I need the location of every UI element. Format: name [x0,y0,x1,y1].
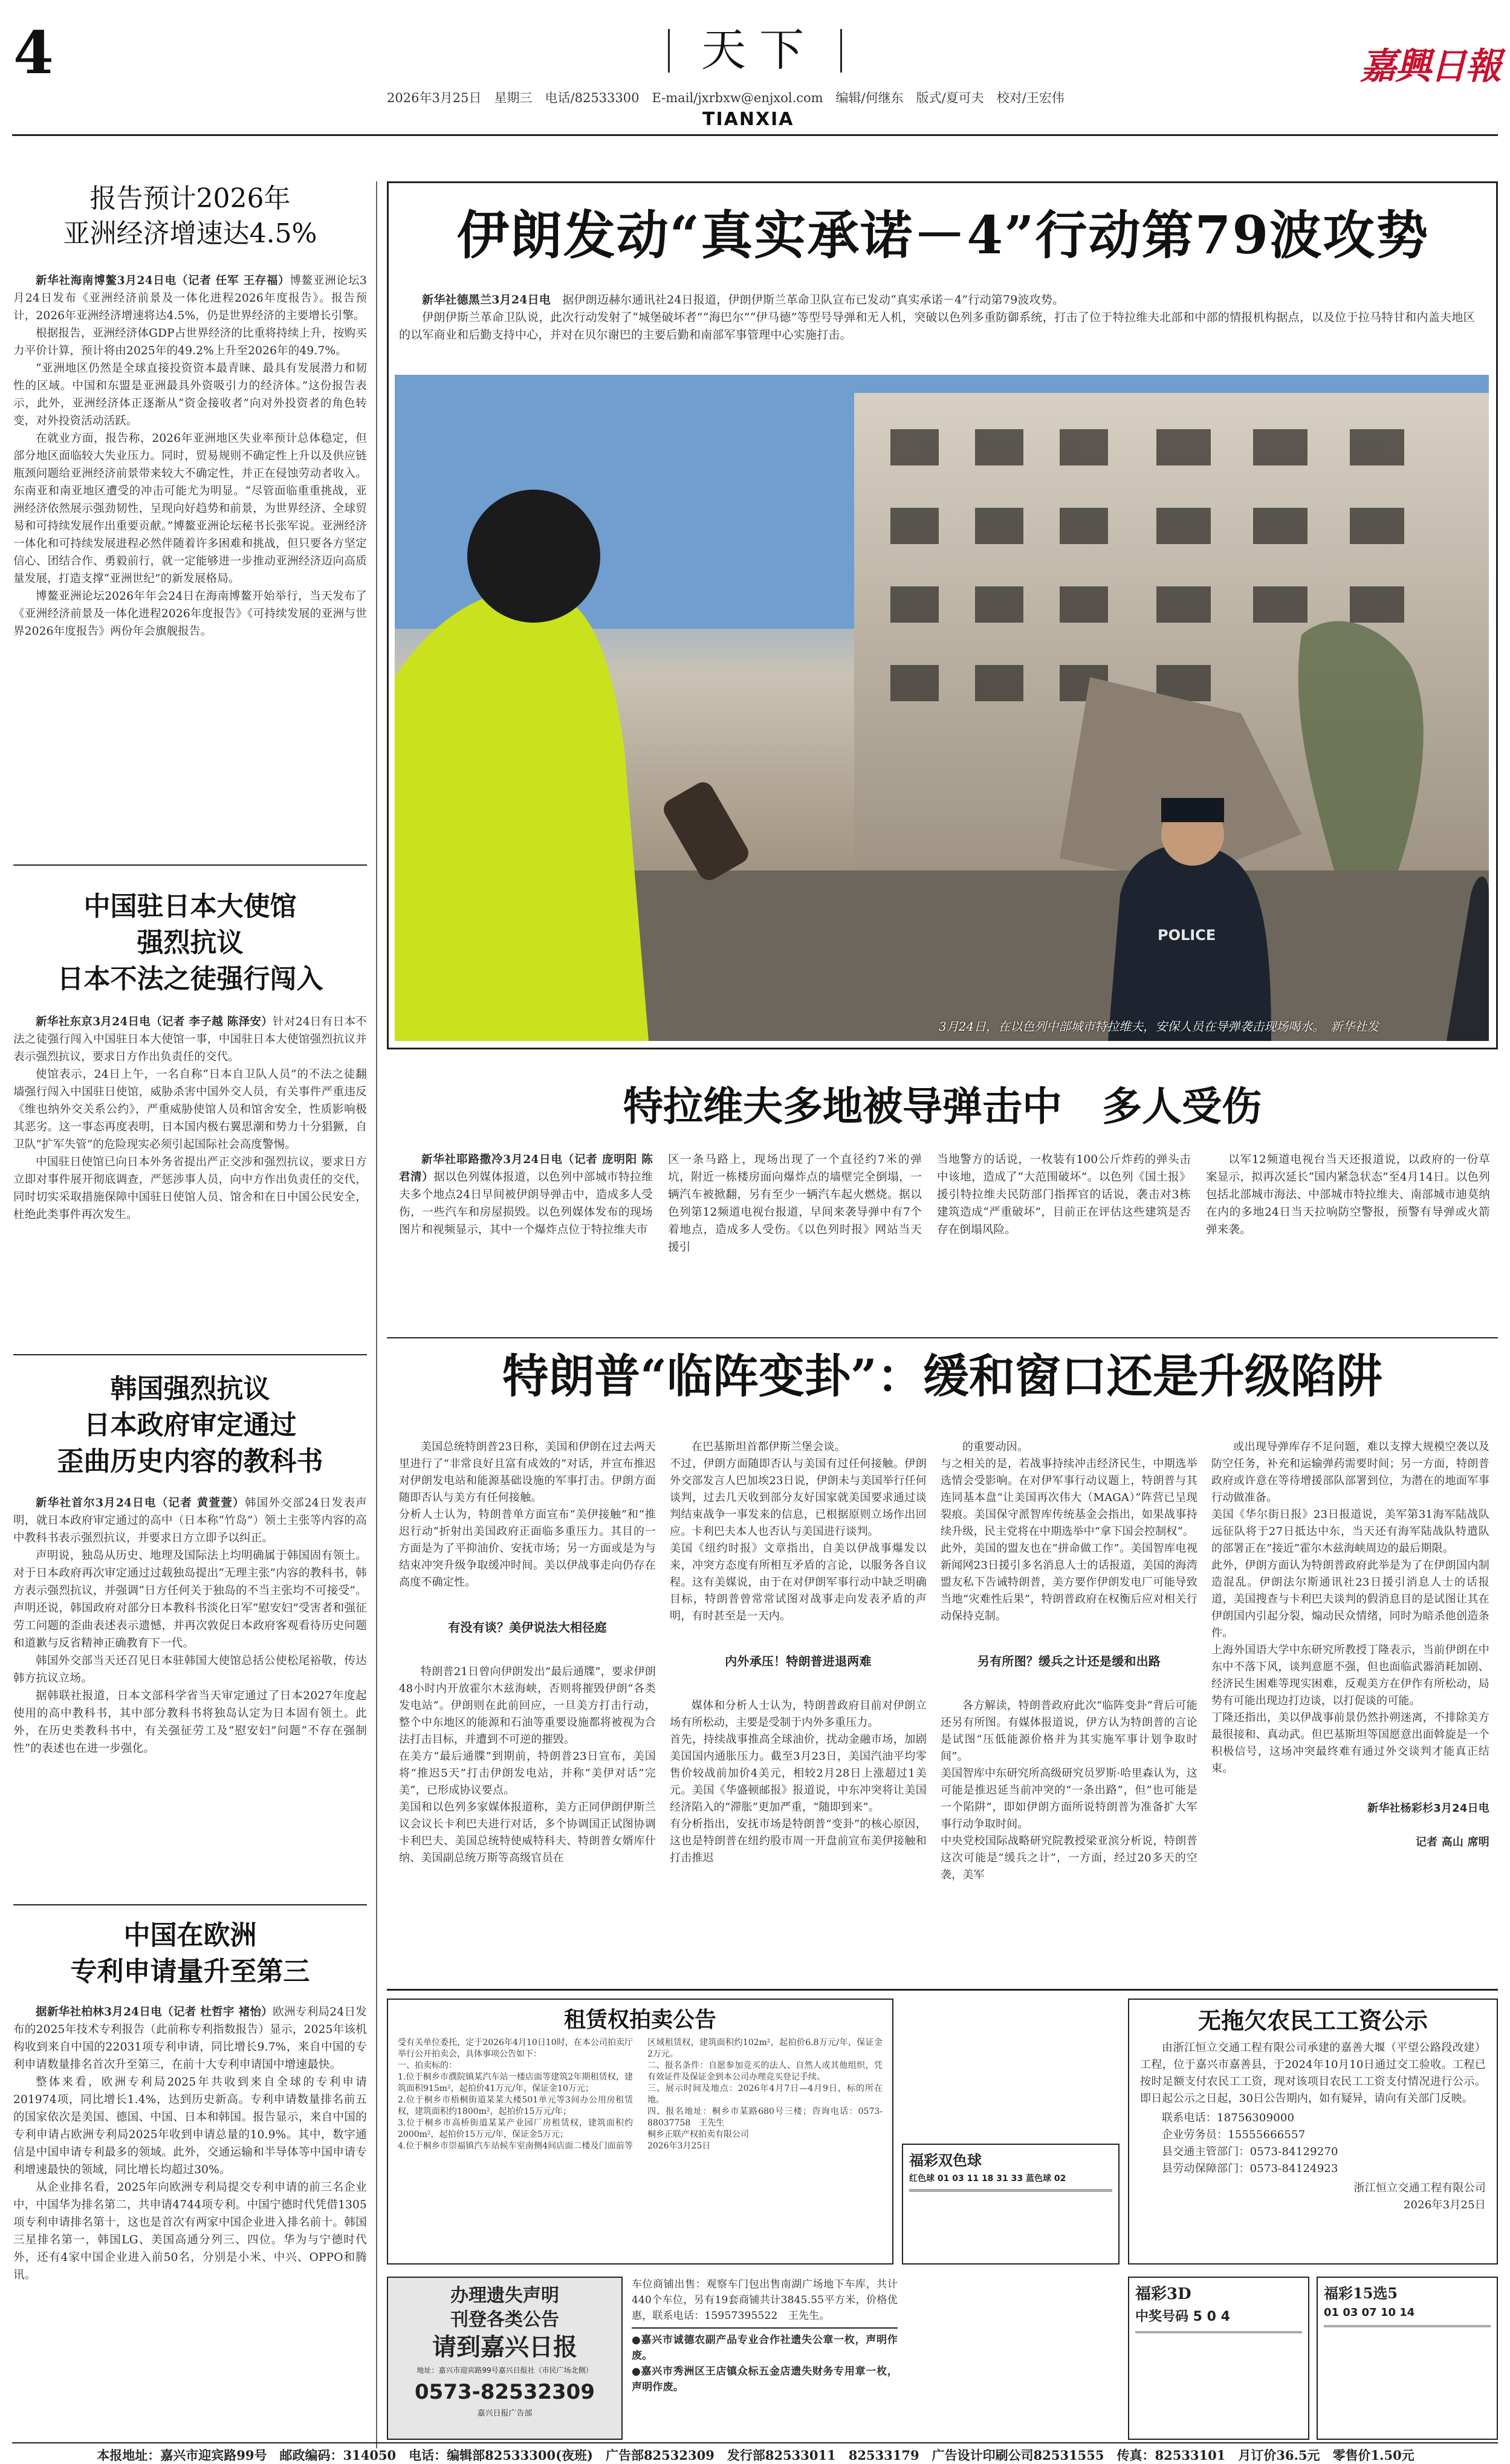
paragraph: 美国总统特朗普23日称，美国和伊朗在过去两天里进行了“非常良好且富有成效的”对话，并宣布推迟对伊朗发电站和能源基础设施的军事打击。伊朗方面随即否认与美方有任何接触。 分析人士认为，特朗普单方面宣布“美伊接触”和“推迟行动”折射出美国政府正面临多重压力。其目的一方面是为了平抑油价、安抚市场；另一方面或是为与结束冲突升级争取缓冲时间。美以伊战事走向仍存在高度不确定性。 [399,1441,656,1589]
subheading: 有没有谈？美伊说法大相径庭 [448,1620,607,1635]
paragraph: 或出现导弹库存不足问题，难以支撑大规模空袭以及防空任务，补充和运输弹药需要时间；另一方面，特朗普政府或许意在等待增援部队部署到位，为潜在的地面军事行动做准备。 美国《华尔街日报》23日报道说，美军第31海军陆战队远征队将于27日抵达中东，当天还有海军陆战队特遣队的部署正在“接近”霍尔木兹海峡周边的最后期限。 此外，伊朗方面认为特朗普政府此举是为了在伊朗国内制造混乱。伊朗法尔斯通讯社23日援引消息人士的话报道，美国搜查与卡利巴夫谈判的假消息目的是试图让其在伊朗国内引起分裂，煽动民众情绪，同时为暗杀他创造条件。 上海外国语大学中东研究所教授丁隆表示，当前伊朗在中东中不落下风，谈判意愿不强，但也面临武器消耗加剧、经济民生困难等现实困难，反观美方在伊作有所松动，局势有可能出现边打边谈，以打促谈的可能。 丁隆还指出，美以伊战事前景仍然扑朔迷离，不排除美方最很接和、真动武。但巴基斯坦等国愿意出面斡旋是一个积极信号，这场冲突最终难有通过外交谈判才能真正结束。 [1211,1441,1489,1775]
story-divider [387,1337,1498,1338]
person-yellow-vest [395,589,649,1041]
telaviv-col-4 [1206,1151,1490,1239]
lottery-table [1324,2325,1491,2327]
paragraph: 整体来看，欧洲专利局2025年共收到来自全球的专利申请201974项，同比增长1.4%，达到历史新高。专利申请数量排名前五的国家依次是美国、德国、中国、日本和韩国。报告显示，来自中国的专利申请占欧洲专利局2025年收到申请总量的10.9%。其中，数字通信是中国申请专利最多的领域。此外，交通运输和半导体等中国申请专利增速最快的领域，同比增长均超过30%。 [13,2076,367,2176]
paragraph: 媒体和分析人士认为，特朗普政府目前对伊朗立场有所松动，主要是受制于内外多重压力。 首先，持续战事推高全球油价，扰动金融市场，加剧美国国内通胀压力。截至3月23日，美国汽油平均零售价较战前加价4美元，相较2月28日上涨超过1美元。美国《华盛顿邮报》报道说，中东冲突将让美国经济陷入的“滞胀”更加严重，“随即到来”。 有分析指出，安抚市场是特朗普“变卦”的核心原因，这也是特朗普在纽约股市周一开盘前宣布美伊接触和打击推迟 [670,1699,927,1864]
byline: 记者 高山 席明 [1415,1836,1489,1849]
paragraph: 声明说，独岛从历史、地理及国际法上均明确属于韩国固有领土。对于日本政府再次审定通过过载独岛提出“无理主张”内容的教科书，韩方表示强烈抗议，并强调“日方任何关于独岛的不当主张均不可接受”。声明还说，韩国政府对部分日本教科书淡化日军“慰安妇”受害者和强征劳工问题的歪曲表述表示遗憾，并再次敦促日本政府客观看待历史问题和道歉与反省精神正确教育下一代。 [13,1549,367,1650]
auction-title: 租赁权拍卖公告 [563,2007,716,2032]
dateline: 新华社耶路撒冷3月24日电（记者 庞明阳 陈君清） [399,1153,653,1184]
lost-notice: ●嘉兴市秀洲区王店镇众标五金店遗失财务专用章一枚，声明作废。 [632,2365,898,2393]
dateline: 新华社东京3月24日电（记者 李子越 陈泽安） [36,1016,273,1028]
trump-col-3 [941,1422,1197,1901]
title-line-1: 韩国强烈抗议 [110,1373,270,1404]
claim-note: 嘉兴日报广告部 [477,2409,533,2418]
telaviv-headline: 特拉维夫多地被导弹击中 多人受伤 [623,1083,1262,1130]
lottery-title: 福彩3D [1135,2285,1191,2303]
article-divider [13,864,367,866]
photo-caption: 3月24日，在以色列中部城市特拉维夫，安保人员在导弹袭击现场喝水。 新华社发 [939,1019,1379,1034]
lottery-double-color [902,2144,1120,2265]
title-line-1: 报告预计2026年 [89,183,291,214]
lottery-3d [1128,2277,1309,2440]
trump-col-1 [399,1422,656,1884]
telaviv-col-2 [668,1151,922,1256]
paragraph: “亚洲地区仍然是全球直接投资资本最青睐、最具有发展潜力和韧性的区域。中国和东盟是亚洲最具外资吸引力的经济体。”这份报告表示，此外，亚洲经济体正逐渐从“资金接收者”向对外投资者的角色转变，对外投资活动活跃。 [13,362,367,427]
article-body [13,1013,367,1224]
article-body [13,1494,367,1757]
trump-col-4 [1211,1422,1489,1868]
article-title [13,1371,367,1480]
paragraph: 特朗普21日曾向伊朗发出“最后通牒”，要求伊朗48小时内开放霍尔木兹海峡，否则将摧毁伊朗“各类发电站”。伊朗则在此前回应，一旦美方打击行动，整个中东地区的能源和石油等重要设施都将被视为合法打击目标，并遭到不可逆的摧毁。 在美方“最后通牒”到期前，特朗普23日宣布，美国将“推迟5天”打击伊朗发电站，并称“美伊对话”完美”，已形成协议要点。 美国和以色列多家媒体报道称，美方正同伊朗伊斯兰议会议长卡利巴夫进行对话，多个协调国正试图协调卡利巴夫、美国总统特使威特科夫、特朗普女婿库什纳、美国副总统万斯等高级官员在 [399,1665,656,1864]
wage-title: 无拖欠农民工工资公示 [1197,2007,1428,2034]
article-patent-europe [13,1918,367,2284]
dateline: 新华社首尔3月24日电（记者 黄萱萱） [36,1497,245,1509]
title-line-1: 中国驻日本大使馆 [83,891,297,922]
title-line-2: 日本政府审定通过 [83,1410,297,1441]
lead-paragraph: 欧洲专利局24日发布的2025年技术专利报告（此前称专利指数报告）显示，2025年该机构收到来自中国的22031项专利申请，同比增长9.7%，来自中国的专利申请数量排名首次升至第三，在前十大专利申请国中增速最快。 [13,2006,367,2071]
article-embassy-protest [13,889,367,1224]
lead-headline: 伊朗发动“真实承诺－4”行动第79波攻势 [456,205,1430,266]
wage-text: 由浙江恒立交通工程有限公司承建的嘉善大堰（平望公路段改建）工程，位于嘉兴市嘉善县，于2024年10月10日通过交工验收。工程已按时足额支付农民工工资，现对该项目农民工工资支付情况进行公示。即日起公示之日起，30日公告期内，如有疑异，请向有关部门反映。 [1140,2041,1486,2105]
auction-notice [387,1999,893,2265]
lost-notice: ●嘉兴市诚德农副产品专业合作社遗失公章一枚，声明作废。 [632,2334,898,2362]
auction-text: 受有关单位委托，定于2026年4月10日10时，在本公司拍卖厅举行公开拍卖会，具体事项公告如下： 一、拍卖标的： 1.位于桐乡市濮院镇某汽车站一楼店面等建筑2年期租赁权，建筑面积915m²，起拍价41万元/年，保证金10万元； 2.位于桐乡市梧桐街道某某大楼501单元等3间办公用房租赁权，建筑面积约1800m²，起拍价15万元/年； 3.位于桐乡市高桥街道某某产业园厂房租赁权，建筑面积约2000m²，起拍价15万元/年，保证金5万元； 4.位于桐乡市崇福镇汽车站候车室南侧4间店面二楼及门面前等区域租赁权，建筑面积约102m²，起拍价6.8万元/年，保证金2万元。 二、报名条件：自愿参加竞买的法人、自然人或其他组织，凭有效证件及保证金到本公司办理竞买登记手续。 三、展示时间及地点：2026年4月7日—4月9日，标的所在地。 四、报名地址：桐乡市某路680号三楼；咨询电话：0573-88037758 王先生 桐乡正联产权拍卖有限公司 2026年3月25日 [398,2038,883,2151]
lottery-15x5 [1317,2277,1498,2440]
trump-col-2 [670,1422,927,1884]
article-body [13,272,367,640]
article-asia-economy [13,181,367,640]
paragraph: 使馆表示，24日上午，一名自称“日本自卫队人员”的不法之徒翻墙强行闯入中国驻日使馆，威胁杀害中国外交人员，有关事件严重违反《维也纳外交关系公约》，严重威胁使馆人员和馆舍安全，性质影响极其恶劣。这一事态再度表明，日本国内极右翼思潮和势力十分猖獗，自卫队“扩军失管”的危险现实必须引起国际社会高度警惕。 [13,1068,367,1151]
lottery-table [909,2189,1112,2192]
subheading: 内外承压！特朗普进退两难 [725,1654,872,1668]
lead-intro [399,291,1475,344]
paragraph: 据韩联社报道，日本文部科学省当天审定通过了日本2027年度起使用的高中教科书，其中部分教科书将独岛认定为日本固有领土。此外，在历史类教科书中，有关强征劳工及“慰安妇”问题“不存在强制性”的表述也在进一步强化。 [13,1690,367,1755]
title-line-3: 日本不法之徒强行闯入 [57,964,323,994]
title-line-3: 歪曲历史内容的教科书 [57,1446,323,1477]
title-line-1: 中国在欧洲 [123,1920,257,1951]
paragraph: 韩国外交部当天还召见日本驻韩国大使馆总括公使松尾裕敬，传达韩方抗议立场。 [13,1655,367,1685]
claim-address: 地址：嘉兴市迎宾路99号嘉兴日报社（市民广场北侧） [416,2366,593,2375]
wage-contacts: 联系电话：18756309000 企业劳务员：15555666557 县交通主管部门：0573-84129270 县劳动保障部门：0573-84124923 [1162,2112,1338,2175]
article-title [13,889,367,997]
dateline: 新华社海南博鳌3月24日电（记者 任军 王存福） [36,274,290,287]
telaviv-col-1 [399,1151,653,1239]
page-number: 4 [13,19,54,87]
article-divider [13,1354,367,1355]
paragraph: 伊朗伊斯兰革命卫队说，此次行动发射了“城堡破坏者”“海巴尔”“伊马德”等型号导弹和无人机，突破以色列多重防御系统，打击了位于特拉维夫北部和中部的情报机构据点，以及位于拉马特甘和内盖夫地区的以军商业和后勤支持中心，并对在贝尔谢巴的主要后勤和南部军事管理中心实施打击。 [399,311,1475,342]
article-korea-textbook [13,1371,367,1757]
article-body [13,2003,367,2284]
photo-illustration [395,375,1489,1041]
header-info-line: 2026年3月25日 星期三 电话/82533300 E-mail/jxrbxw@enjxol.com 编辑/何继东 版式/夏可夫 校对/王宏伟 [387,91,1064,105]
dateline: 据新华社柏林3月24日电（记者 杜哲宇 褚怡） [36,2006,273,2018]
paragraph: 博鳌亚洲论坛2026年年会24日在海南博鳌开始举行，当天发布了《亚洲经济前景及一体化进程2026年度报告》《可持续发展的亚洲与世界2026年度报告》两份年会旗舰报告。 [13,590,367,638]
title-line-2: 专利申请量升至第三 [70,1956,310,1987]
police-badge: POLICE [1158,927,1216,944]
lottery-numbers: 中奖号码 5 0 4 [1135,2309,1230,2324]
lottery-table [1135,2331,1302,2333]
wage-notice [1128,1999,1498,2265]
paragraph: 各方解读，特朗普政府此次“临阵变卦”背后可能还另有所图。有媒体报道说，伊方认为特朗普的言论是试图“压低能源价格并为其实施军事计划争取时间”。 美国智库中东研究所高级研究员罗斯·哈里森认为，这可能是推迟延当前冲突的“一条出路”，但“也可能是一个陷阱”，即如伊朗方面所说特朗普为准备扩大军事行动争取时间。 中央党校国际战略研究院教授梁亚滨分析说，特朗普这次可能是“缓兵之计”，一方面，经过20多天的空袭，美军 [941,1699,1197,1881]
car-park-sale: 车位商铺出售：观察车门包出售南湖广场地下车库，共计440个车位，另有19套商铺共计3845.55平方米，价格优惠，联系电话：15957395522 王先生。 [632,2278,898,2322]
paragraph: 以军12频道电视台当天还报道说，以政府的一份草案显示，拟再次延长“国内紧急状态”至4月14日。以色列包括北部城市海法、中部城市特拉维夫、南部城市迪莫纳在内的多地24日当天拉响防空警报，预警有导弹或火箭弹来袭。 [1206,1153,1490,1236]
lead-paragraph: 据伊朗迈赫尔通讯社24日报道，伊朗伊斯兰革命卫队宣布已发动“真实承诺－4”行动第79波攻势。 [562,293,1064,306]
lead-paragraph: 博鳌亚洲论坛3月24日发布《亚洲经济前景及一体化进程2026年度报告》。报告预计，2026年亚洲经济增速将达4.5%，仍是世界经济的主要增长引擎。 [13,274,368,322]
footer-info: 本报地址：嘉兴市迎宾路99号 邮政编码：314050 电话：编辑部82533300(夜班) 广告部82532309 发行部82533011 82533179 广告设计印刷公司82531555 传真：82533101 月订价36.5元 零售价1.50元 [97,2448,1414,2463]
title-line-2: 亚洲经济增速达4.5% [63,218,317,249]
lottery-numbers: 01 03 07 10 14 [1324,2306,1415,2319]
trump-headline: 特朗普“临阵变卦”：缓和窗口还是升级陷阱 [502,1349,1382,1403]
header-rule [12,134,1498,136]
ads-divider [387,1989,1498,1991]
title-line-2: 强烈抗议 [137,927,244,958]
article-title [13,181,367,251]
claim-title: 办理遗失声明 [450,2285,559,2306]
paragraph: 根据报告，亚洲经济体GDP占世界经济的比重将持续上升，按购买力平价计算，预计将由2025年的49.2%上升至2026年的49.7%。 [13,327,367,357]
paragraph: 据以色列媒体报道，以色列中部城市特拉维夫多个地点24日早间被伊朗导弹击中，造成多人受伤，一些汽车和房屋损毁。以色列媒体发布的现场图片和视频显示，其中一个爆炸点位于特拉维夫市 [399,1171,653,1236]
claim-phone: 0573-82532309 [415,2380,595,2404]
officer-cap [1161,798,1224,822]
subheading: 另有所图？缓兵之计还是缓和出路 [977,1654,1161,1668]
lottery-title: 福彩双色球 [909,2151,982,2169]
header-bar-left [668,29,670,73]
article-title [13,1918,367,1990]
phone [660,779,753,884]
telaviv-col-3 [937,1151,1191,1239]
person-hair [467,490,600,623]
claim-title: 刊登各类公告 [450,2309,559,2330]
notice-divider [632,2327,898,2329]
lottery-title: 福彩15选5 [1324,2284,1398,2302]
section-title: 天下 [701,24,817,76]
news-photo [395,375,1489,1041]
paragraph: 中国驻日使馆已向日本外务省提出严正交涉和强烈抗议，要求日方立即对事件展开彻底调查，严惩涉事人员，向中方作出负责任的交代，同时切实采取措施保障中国驻日使馆人员、馆舍和在日中国公民安全，杜绝此类事件再次发生。 [13,1156,367,1221]
paragraph: 在就业方面，报告称，2026年亚洲地区失业率预计总体稳定，但部分地区面临较大失业压力。同时，贸易规则不确定性上升以及供应链瓶颈问题给亚洲经济前景带来较大不确定性，并正在侵蚀劳动者收入。东南亚和南亚地区遭受的冲击可能尤为明显。“尽管面临重重挑战，亚洲经济依然展示强劲韧性，呈现向好趋势和前景，为世界经济、全球贸易和可持续发展作出重要贡献。”博鳌亚洲论坛秘书长张军说。亚洲经济一体化和可持续发展进程必然伴随着许多困难和挑战，但只要各方坚定信心、团结合作、勇毅前行，就一定能够进一步推动亚洲经济迈向高质量发展，打造支撑“亚洲世纪”的新发展格局。 [13,432,367,585]
paragraph: 区一条马路上，现场出现了一个直径约7米的弹坑，附近一栋楼房面向爆炸点的墙壁完全倒塌，一辆汽车被掀翻，另有至少一辆汽车起火燃烧。据以色列第12频道电视台报道，早间来袭导弹中有7个着地点，造成多人受伤。《以色列时报》网站当天援引 [668,1153,922,1254]
claim-title: 请到嘉兴日报 [432,2333,577,2361]
classified-notices [632,2277,898,2440]
paragraph: 在巴基斯坦首都伊斯兰堡会谈。 不过，伊朗方面随即否认与美国有过任何接触。伊朗外交部发言人巴加埃23日说，伊朗未与美国举行任何谈判，过去几天收到部分友好国家就美国要求通过谈判结束战争一事发来的信息，已根据原则立场作出回应。卡利巴夫本人也否认与美国进行谈判。 美国《纽约时报》文章指出，自美以伊战事爆发以来，冲突方态度有所相互矛盾的言论，以服务各自议程。这有美媒说，由于在对伊朗军事行动中缺乏明确目标，特朗普曾常常试图对战事走向发表矛盾的声明，有时甚至是一天内。 [670,1441,927,1623]
dateline: 新华社德黑兰3月24日电 [422,293,551,306]
wage-signature: 浙江恒立交通工程有限公司 2026年3月25日 [1353,2182,1486,2211]
paragraph: 从企业排名看，2025年向欧洲专利局提交专利申请的前三名企业中，中国华为排名第二，共申请4744项专利。中国宁德时代凭借1305项专利申请排名第十，这也是首次有两家中国企业进入排名前十。韩国三星排名第一，韩国LG、美国高通分列三、四位。华为与宁德时代外，还有4家中国企业进入前50名，分别是小米、中兴、OPPO和腾讯。 [13,2181,367,2281]
newspaper-logo: 嘉興日報 [1360,45,1500,88]
section-pinyin: TIANXIA [702,109,794,130]
paragraph: 当地警方的话说，一枚装有100公斤炸药的弹头击中该地，造成了“大范围破坏”。以色列《国土报》援引特拉维夫民防部门指挥官的话说，袭击对3栋建筑造成“严重破坏”，目前正在评估这些建筑是否存在倒塌风险。 [937,1153,1191,1236]
article-divider [13,1904,367,1905]
lead-paragraph: 针对24日有日本不法之徒强行闯入中国驻日本大使馆一事，中国驻日本大使馆强烈抗议并表示强烈抗议，要求日方作出负责任的交代。 [13,1016,367,1063]
byline: 新华社杨彩杉3月24日电 [1367,1802,1489,1815]
lead-paragraph: 韩国外交部24日发表声明，就日本政府审定通过的高中（日本称“竹岛”）领土主张等内容的高中教科书表示强烈抗议，并要求日方立即予以纠正。 [13,1497,367,1545]
header-bar-right [840,29,842,73]
footer-rule [12,2442,1498,2443]
lottery-numbers: 红色球 01 03 11 18 31 33 蓝色球 02 [909,2174,1066,2184]
classified-claim-box [387,2277,623,2440]
left-column-divider [376,181,377,2448]
paragraph: 的重要动因。 与之相关的是，若战事持续冲击经济民生，中期选举选情会受影响。在对伊军事行动议题上，特朗普与其连同基本盘“让美国再次伟大（MAGA）”阵营已呈现裂痕。美国保守派智库传统基金会指出，如果战事持续升级，民主党将在中期选举中“拿下国会控制权”。 此外，美国的盟友也在“拼命做工作”。美国智库电视新闻网23日援引多名消息人士的话报道，美国的海湾盟友私下告诫特朗普，美方要作伊朗发电厂可能导致当地“灾难性后果”，特朗普政府在权衡后应对相关行动保持克制。 [941,1441,1197,1623]
